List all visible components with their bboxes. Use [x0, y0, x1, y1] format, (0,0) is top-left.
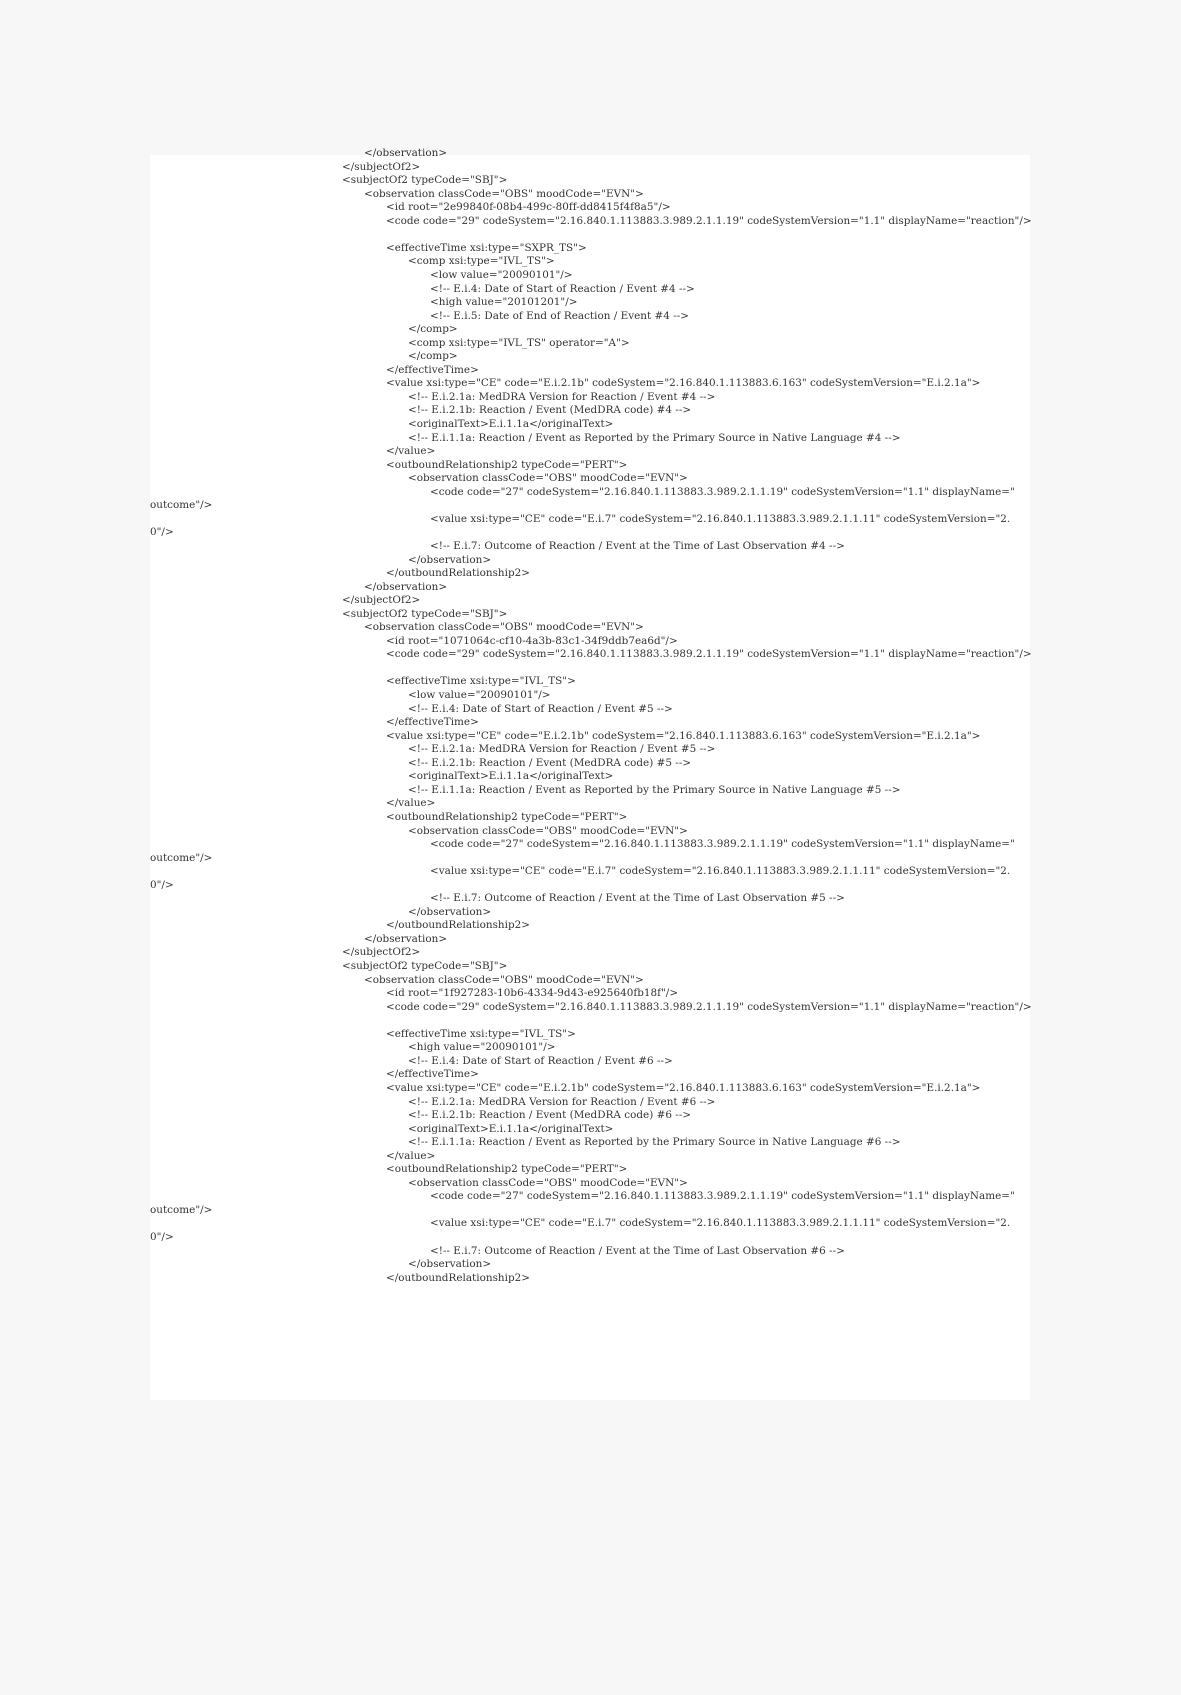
code-line: <value xsi:type="CE" code="E.i.2.1b" codeSystem="2.16.840.1.113883.6.163" codeSystemVersion="E.i.2.1a"> [386, 1081, 981, 1094]
code-line: <code code="27" codeSystem="2.16.840.1.113883.3.989.2.1.1.19" codeSystemVersion="1.1" displayName=" [430, 485, 1015, 498]
code-line: </effectiveTime> [386, 363, 479, 376]
code-line: <low value="20090101"/> [408, 689, 551, 701]
code-line: <!-- E.i.1.1a: Reaction / Event as Reported by the Primary Source in Native Language #4 --> [408, 431, 901, 444]
code-line: <code code="29" codeSystem="2.16.840.1.113883.3.989.2.1.1.19" codeSystemVersion="1.1" displayName="reaction"/> [386, 214, 1032, 227]
code-line: <low value="20090101"/> [430, 268, 573, 281]
code-line: <originalText>E.i.1.1a</originalText> [408, 418, 614, 430]
code-line: <observation classCode="OBS" moodCode="EVN"> [408, 1176, 688, 1189]
code-line: </observation> [408, 553, 492, 566]
code-line: </outboundRelationship2> [386, 919, 531, 932]
document-page [150, 147, 1032, 1400]
code-line: </value> [386, 445, 436, 458]
code-line: <outboundRelationship2 typeCode="PERT"> [386, 1163, 628, 1176]
code-line: </effectiveTime> [386, 1068, 479, 1081]
code-line: outcome"/> [150, 851, 213, 864]
code-line: <comp xsi:type="IVL_TS"> [408, 255, 555, 268]
code-line: <id root="1071064c-cf10-4a3b-83c1-34f9ddb7ea6d"/> [386, 634, 678, 647]
code-line: <code code="27" codeSystem="2.16.840.1.113883.3.989.2.1.1.19" codeSystemVersion="1.1" displayName=" [430, 1190, 1015, 1203]
code-line: <effectiveTime xsi:type="IVL_TS"> [386, 1027, 576, 1040]
code-line: <high value="20101201"/> [430, 296, 578, 309]
code-line: </subjectOf2> [342, 160, 421, 173]
code-line: <originalText>E.i.1.1a</originalText> [408, 770, 614, 783]
code-line: <!-- E.i.4: Date of Start of Reaction / Event #6 --> [408, 1054, 673, 1067]
code-line: </comp> [408, 350, 458, 363]
code-line: <!-- E.i.1.1a: Reaction / Event as Reported by the Primary Source in Native Language #5 --> [408, 783, 901, 796]
code-line: <effectiveTime xsi:type="IVL_TS"> [386, 675, 576, 688]
code-line: <!-- E.i.7: Outcome of Reaction / Event at the Time of Last Observation #5 --> [430, 892, 845, 905]
code-line: <code code="27" codeSystem="2.16.840.1.113883.3.989.2.1.1.19" codeSystemVersion="1.1" displayName=" [430, 838, 1015, 851]
code-line: outcome"/> [150, 499, 213, 512]
code-line: <!-- E.i.2.1b: Reaction / Event (MedDRA code) #4 --> [408, 404, 692, 417]
code-line: <effectiveTime xsi:type="SXPR_TS"> [386, 241, 587, 254]
code-line: <originalText>E.i.1.1a</originalText> [408, 1122, 614, 1135]
code-line: </observation> [364, 580, 448, 593]
code-line: <outboundRelationship2 typeCode="PERT"> [386, 810, 628, 823]
code-line: </observation> [408, 1258, 492, 1271]
code-line: <observation classCode="OBS" moodCode="EVN"> [364, 187, 644, 200]
code-line: <value xsi:type="CE" code="E.i.7" codeSystem="2.16.840.1.113883.3.989.2.1.1.11" codeSystemVersion="2. [430, 512, 1011, 525]
code-line: <code code="29" codeSystem="2.16.840.1.113883.3.989.2.1.1.19" codeSystemVersion="1.1" displayName="reaction"/> [386, 648, 1032, 661]
code-line: </subjectOf2> [342, 946, 421, 959]
code-line: <observation classCode="OBS" moodCode="EVN"> [364, 973, 644, 986]
code-line: <!-- E.i.2.1b: Reaction / Event (MedDRA code) #5 --> [408, 756, 692, 769]
code-line: <!-- E.i.2.1a: MedDRA Version for Reaction / Event #4 --> [408, 390, 716, 403]
code-line: <comp xsi:type="IVL_TS" operator="A"> [408, 336, 630, 349]
code-line: <!-- E.i.7: Outcome of Reaction / Event at the Time of Last Observation #4 --> [430, 539, 845, 552]
code-line: <!-- E.i.5: Date of End of Reaction / Event #4 --> [430, 309, 689, 322]
code-line: </comp> [408, 323, 458, 336]
code-line: </value> [386, 797, 436, 810]
code-line: <value xsi:type="CE" code="E.i.2.1b" codeSystem="2.16.840.1.113883.6.163" codeSystemVersion="E.i.2.1a"> [386, 377, 981, 390]
code-line: </observation> [364, 932, 448, 945]
code-line: <!-- E.i.4: Date of Start of Reaction / Event #5 --> [408, 702, 673, 715]
code-line: </effectiveTime> [386, 716, 479, 729]
code-line: </value> [386, 1149, 436, 1162]
code-line: <!-- E.i.7: Outcome of Reaction / Event at the Time of Last Observation #6 --> [430, 1244, 845, 1257]
code-line: <subjectOf2 typeCode="SBJ"> [342, 607, 508, 620]
code-line: <id root="1f927283-10b6-4334-9d43-e925640fb18f"/> [386, 987, 679, 1000]
code-line: <!-- E.i.4: Date of Start of Reaction / Event #4 --> [430, 282, 695, 295]
code-line: <!-- E.i.2.1b: Reaction / Event (MedDRA code) #6 --> [408, 1109, 692, 1122]
code-line: </observation> [364, 147, 448, 159]
code-line: 0"/> [150, 878, 174, 891]
code-line: <subjectOf2 typeCode="SBJ"> [342, 174, 508, 187]
code-line: </subjectOf2> [342, 594, 421, 607]
code-line: <outboundRelationship2 typeCode="PERT"> [386, 458, 628, 471]
code-line: <high value="20090101"/> [408, 1041, 556, 1054]
code-line: <observation classCode="OBS" moodCode="EVN"> [364, 621, 644, 634]
code-line: <!-- E.i.1.1a: Reaction / Event as Reported by the Primary Source in Native Language #6 --> [408, 1136, 901, 1149]
code-line: outcome"/> [150, 1203, 213, 1216]
code-line: <!-- E.i.2.1a: MedDRA Version for Reaction / Event #6 --> [408, 1095, 716, 1108]
code-line: <value xsi:type="CE" code="E.i.7" codeSystem="2.16.840.1.113883.3.989.2.1.1.11" codeSystemVersion="2. [430, 1217, 1011, 1230]
code-line: <value xsi:type="CE" code="E.i.2.1b" codeSystem="2.16.840.1.113883.6.163" codeSystemVersion="E.i.2.1a"> [386, 729, 981, 742]
code-line: <!-- E.i.2.1a: MedDRA Version for Reaction / Event #5 --> [408, 743, 716, 756]
code-line: <observation classCode="OBS" moodCode="EVN"> [408, 472, 688, 485]
code-line: 0"/> [150, 1231, 174, 1243]
code-line: </outboundRelationship2> [386, 567, 531, 580]
code-line: 0"/> [150, 526, 174, 539]
code-line: <code code="29" codeSystem="2.16.840.1.113883.3.989.2.1.1.19" codeSystemVersion="1.1" displayName="reaction"/> [386, 1000, 1032, 1013]
code-line: </observation> [408, 905, 492, 918]
code-line: <value xsi:type="CE" code="E.i.7" codeSystem="2.16.840.1.113883.3.989.2.1.1.11" codeSystemVersion="2. [430, 865, 1011, 878]
code-line: </outboundRelationship2> [386, 1271, 531, 1284]
code-line: <id root="2e99840f-08b4-499c-80ff-dd8415f4f8a5"/> [386, 201, 671, 214]
code-line: <observation classCode="OBS" moodCode="EVN"> [408, 824, 688, 837]
code-line: <subjectOf2 typeCode="SBJ"> [342, 960, 508, 972]
